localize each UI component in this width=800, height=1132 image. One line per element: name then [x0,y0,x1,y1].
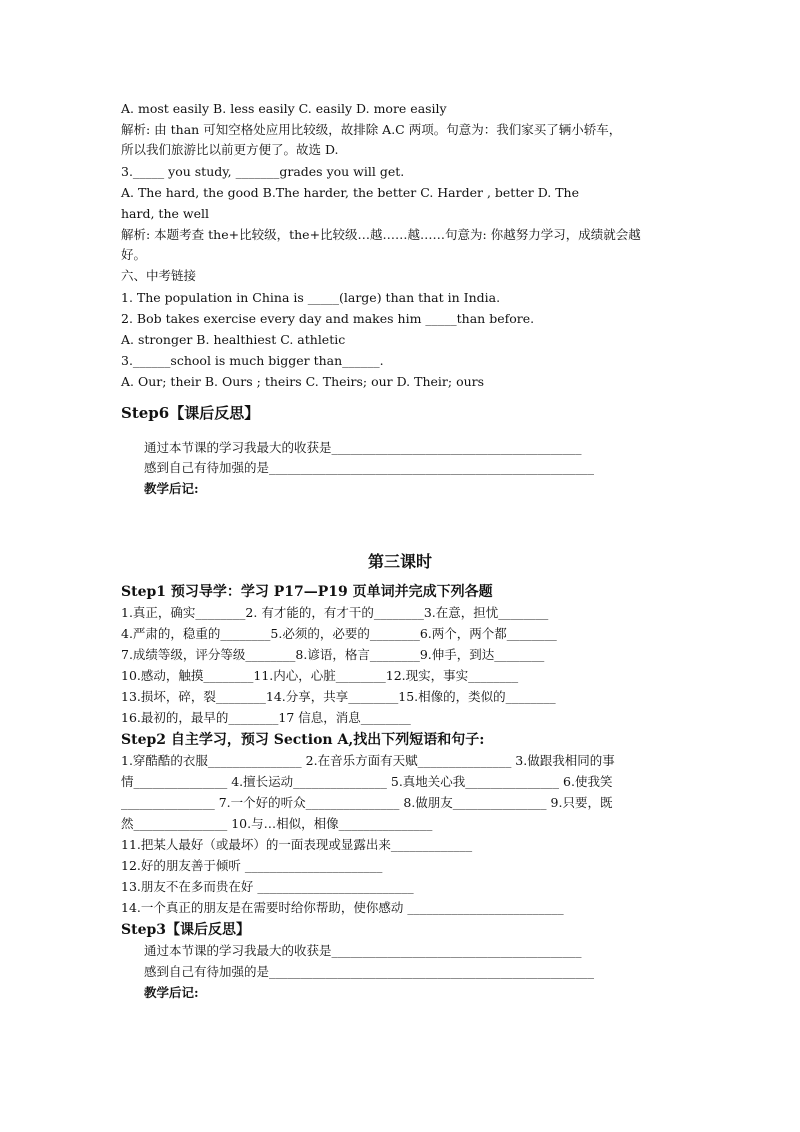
question-line: 2. Bob takes exercise every day and makes him _____than before. [121,311,535,326]
lesson-title: 第三课时 [367,552,432,571]
vocab-line: 16.最初的，最早的________17 信息，消息________ [121,710,411,725]
analysis-line: 解析: 由 than 可知空格处应用比较级，故排除 A.C 两项。句意为：我们家买了辆小轿车， [121,122,622,137]
step1-heading: Step1 预习导学：学习 P17—P19 页单词并完成下列各题 [121,584,493,600]
phrase-line: 12.好的朋友善于倾听 ______________________ [121,858,383,873]
step6-heading: Step6【课后反思】 [121,404,260,422]
section-heading: 六、中考链接 [121,268,197,283]
phrase-line: 14.一个真正的朋友是在需要时给你帮助，使你感动 _________________________ [121,900,564,915]
phrase-line: 然_______________ 10.与…相似，相像_______________ [121,816,433,831]
option-line: A. stronger B. healthiest C. athletic [121,332,346,347]
vocab-line: 7.成绩等级，评分等级________8.谚语，格言________9.伸手，到达________ [121,647,545,662]
step2-heading: Step2 自主学习，预习 Section A,找出下列短语和句子: [121,732,485,748]
option-line: A. The hard, the good B.The harder, the better C. Harder , better D. The [121,185,580,200]
teaching-notes-label: 教学后记: [144,481,199,496]
option-line: hard, the well [121,206,209,221]
vocab-line: 1.真正，确实________2. 有才能的，有才干的________3.在意，担忧________ [121,605,549,620]
question-line: 1. The population in China is _____(large) than that in India. [121,290,501,305]
step3-heading: Step3【课后反思】 [121,922,251,938]
vocab-line: 4.严肃的，稳重的________5.必须的，必要的________6.两个，两个都________ [121,626,557,641]
option-line: A. Our; their B. Ours ; theirs C. Theirs; our D. Their; ours [121,374,485,389]
question-line: 3._____ you study, _______grades you will get. [121,164,405,179]
phrase-line: 1.穿酷酷的衣服_______________ 2.在音乐方面有天赋_______________ 3.做跟我相同的事 [121,753,615,768]
analysis-line: 所以我们旅游比以前更方便了。故选 D. [121,142,339,157]
phrase-line: 11.把某人最好（或最坏）的一面表现或显露出来_____________ [121,837,473,852]
analysis-line: 解析: 本题考查 the+比较级，the+比较级…越……越……句意为: 你越努力学习，成绩就会越 [121,227,641,242]
vocab-line: 13.损坏，碎，裂________14.分享，共享________15.相像的，类似的________ [121,689,556,704]
option-line: A. most easily B. less easily C. easily D. more easily [121,101,447,116]
vocab-line: 10.感动，触摸________11.内心，心脏________12.现实，事实________ [121,668,519,683]
reflection-line: 通过本节课的学习我最大的收获是________________________________________ [144,943,582,958]
phrase-line: 13.朋友不在多而贵在好 _________________________ [121,879,414,894]
teaching-notes-label: 教学后记: [144,985,199,1000]
reflection-line: 通过本节课的学习我最大的收获是________________________________________ [144,440,582,455]
phrase-line: 情_______________ 4.擅长运动_______________ 5.真地关心我_______________ 6.使我笑 [121,774,613,789]
reflection-line: 感到自己有待加强的是____________________________________________________ [144,460,595,475]
phrase-line: _______________ 7.一个好的听众_______________ 8.做朋友_______________ 9.只要，既 [121,795,613,810]
question-line: 3.______school is much bigger than______. [121,353,384,368]
analysis-line: 好。 [121,247,147,262]
reflection-line: 感到自己有待加强的是____________________________________________________ [144,964,595,979]
